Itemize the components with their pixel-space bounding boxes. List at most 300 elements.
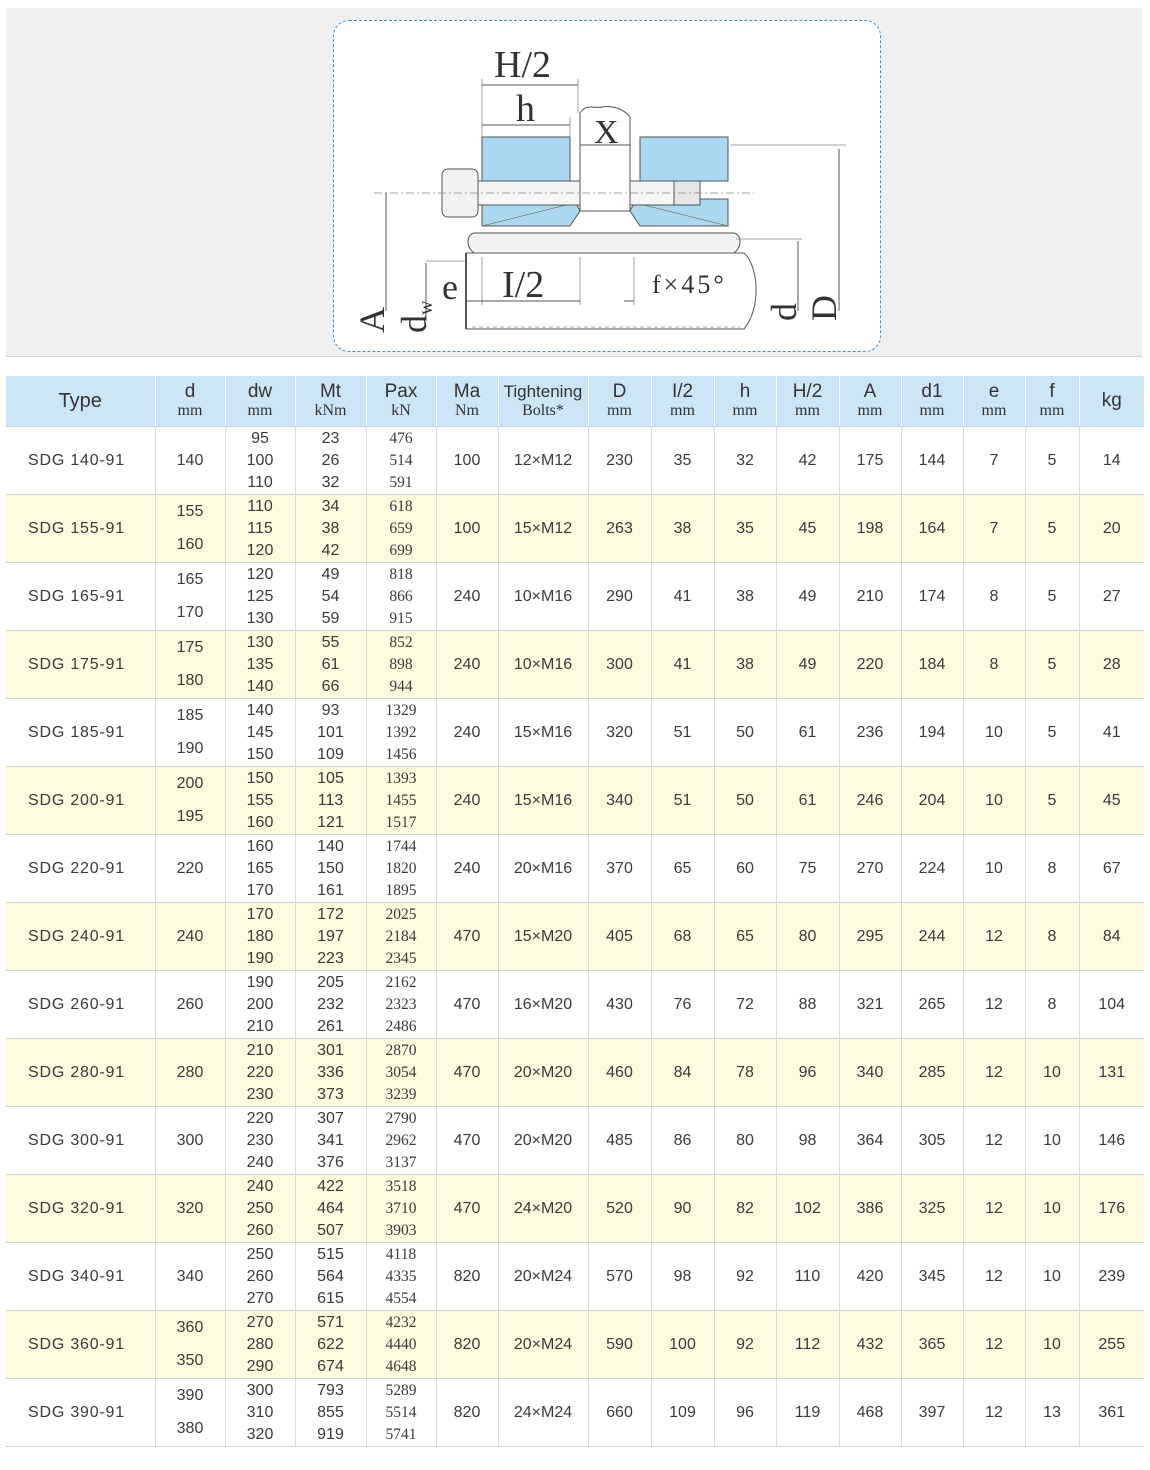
f-cell-value: 8 (1047, 927, 1057, 945)
bolts-cell-value: 15×M12 (513, 519, 573, 537)
D-cell (588, 495, 651, 563)
column-header-6 (498, 376, 588, 427)
mt-cell (295, 903, 366, 971)
type-cell (6, 767, 155, 835)
type-cell (6, 835, 155, 903)
bolts-cell-value: 20×M20 (513, 1063, 573, 1081)
column-header-name: Mt (319, 381, 342, 402)
pax-cell-value: 4335 (385, 1267, 417, 1285)
table-row (6, 835, 1144, 903)
e-cell-value: 12 (985, 927, 1003, 945)
type-cell (6, 903, 155, 971)
mt-cell (295, 427, 366, 495)
bolts-cell (498, 1379, 588, 1447)
mt-cell-value: 422 (317, 1177, 344, 1195)
H2-cell (776, 1175, 839, 1243)
I2-cell (651, 767, 714, 835)
table-row (6, 1379, 1144, 1447)
h-cell (714, 1039, 776, 1107)
h-cell (714, 835, 776, 903)
kg-cell-value: 41 (1102, 723, 1121, 741)
mt-cell-value: 515 (317, 1245, 344, 1263)
bolts-cell-value: 20×M20 (513, 1131, 573, 1149)
pax-cell-value: 1392 (385, 723, 417, 741)
d1-cell (901, 1379, 963, 1447)
dw-cell-value: 140 (246, 701, 274, 719)
mt-cell-value: 54 (321, 587, 340, 605)
mt-cell-value: 464 (317, 1199, 344, 1217)
h-cell-value: 82 (736, 1199, 754, 1217)
h-cell (714, 1311, 776, 1379)
ma-cell-value: 240 (453, 723, 481, 741)
pax-cell-value: 4554 (385, 1289, 417, 1307)
H2-cell (776, 699, 839, 767)
kg-cell-value: 239 (1098, 1267, 1126, 1285)
e-cell (963, 767, 1025, 835)
dw-cell (225, 495, 295, 563)
dw-cell-value: 210 (246, 1017, 274, 1035)
specification-table (6, 376, 1144, 1447)
H2-cell-value: 112 (794, 1335, 821, 1353)
column-header-12 (901, 376, 963, 427)
bolts-cell (498, 767, 588, 835)
dw-cell-value: 310 (246, 1403, 274, 1421)
e-cell (963, 1379, 1025, 1447)
H2-cell (776, 767, 839, 835)
bolts-cell (498, 1311, 588, 1379)
D-cell (588, 563, 651, 631)
D-cell-value: 485 (606, 1131, 633, 1149)
H2-cell-value: 98 (798, 1131, 817, 1149)
ma-cell (436, 427, 498, 495)
kg-cell-value: 361 (1098, 1403, 1126, 1421)
d-cell (155, 1107, 225, 1175)
mt-cell-value: 564 (317, 1267, 344, 1285)
ma-cell-value: 470 (453, 1199, 481, 1217)
h-cell (714, 1107, 776, 1175)
I2-cell (651, 495, 714, 563)
e-cell-value: 12 (985, 1199, 1003, 1217)
type-cell-value: SDG 390-91 (28, 1403, 125, 1421)
column-header-name: dw (247, 381, 273, 402)
bolts-cell (498, 427, 588, 495)
pax-cell-value: 3710 (385, 1199, 417, 1217)
H2-cell (776, 631, 839, 699)
type-cell-value: SDG 155-91 (28, 519, 125, 537)
h-cell (714, 1175, 776, 1243)
ma-cell-value: 470 (453, 1063, 481, 1081)
mt-cell-value: 793 (317, 1381, 344, 1399)
mt-cell-value: 101 (317, 723, 344, 741)
column-header-name: Pax (384, 381, 418, 402)
pax-cell-value: 1517 (385, 813, 417, 831)
bolts-cell (498, 1243, 588, 1311)
d-cell (155, 767, 225, 835)
H2-cell-value: 110 (794, 1267, 821, 1285)
D-cell (588, 1243, 651, 1311)
H2-cell (776, 903, 839, 971)
pax-cell-value: 618 (389, 497, 413, 515)
column-header-name: D (612, 381, 627, 402)
type-cell (6, 1379, 155, 1447)
I2-cell-value: 41 (673, 655, 692, 673)
type-cell-value: SDG 220-91 (28, 859, 125, 877)
outer-ring-right (640, 137, 728, 181)
I2-cell-value: 51 (673, 723, 692, 741)
kg-cell (1079, 631, 1144, 699)
I2-cell-value: 51 (673, 791, 692, 809)
pax-cell (366, 1311, 436, 1379)
dw-cell-value: 230 (246, 1085, 274, 1103)
dw-cell-value: 120 (246, 565, 274, 583)
A-cell (839, 1107, 901, 1175)
ma-cell-value: 100 (453, 519, 481, 537)
ma-cell-value: 240 (453, 859, 481, 877)
e-cell-value: 7 (989, 519, 999, 537)
column-header-unit: mm (1039, 402, 1065, 419)
column-header-3 (295, 376, 366, 427)
type-cell-value: SDG 185-91 (28, 723, 125, 741)
column-header-14 (1025, 376, 1079, 427)
kg-cell (1079, 971, 1144, 1039)
A-cell (839, 1039, 901, 1107)
table-row (6, 427, 1144, 495)
table-row (6, 563, 1144, 631)
mt-cell-value: 261 (317, 1017, 344, 1035)
mt-cell (295, 495, 366, 563)
pax-cell (366, 1039, 436, 1107)
kg-cell (1079, 835, 1144, 903)
H2-cell (776, 1379, 839, 1447)
d1-cell (901, 699, 963, 767)
dw-cell-value: 170 (246, 881, 274, 899)
kg-cell-value: 45 (1102, 791, 1121, 809)
d-cell-value: 240 (176, 927, 204, 945)
e-cell-value: 12 (985, 1403, 1003, 1421)
dw-cell (225, 1311, 295, 1379)
kg-cell-value: 84 (1102, 927, 1121, 945)
pax-cell-value: 1820 (385, 859, 417, 877)
dw-cell-value: 190 (246, 949, 274, 967)
H2-cell (776, 427, 839, 495)
A-cell-value: 340 (856, 1063, 884, 1081)
f-cell (1025, 563, 1079, 631)
A-cell-value: 295 (856, 927, 884, 945)
pax-cell-value: 4648 (385, 1357, 417, 1375)
bolts-cell (498, 1039, 588, 1107)
f-cell-value: 5 (1047, 519, 1057, 537)
kg-cell-value: 146 (1098, 1131, 1126, 1149)
I2-cell-value: 84 (673, 1063, 692, 1081)
kg-cell (1079, 1175, 1144, 1243)
d1-cell-value: 305 (918, 1131, 946, 1149)
technical-drawing-frame (333, 20, 881, 352)
h-cell-value: 92 (736, 1267, 754, 1285)
mt-cell-value: 919 (317, 1425, 344, 1443)
d1-cell-value: 365 (918, 1335, 946, 1353)
h-cell-value: 96 (736, 1403, 754, 1421)
column-header-name: h (739, 381, 751, 402)
d-cell (155, 1379, 225, 1447)
A-cell-value: 468 (856, 1403, 884, 1421)
H2-cell (776, 1039, 839, 1107)
f-cell (1025, 971, 1079, 1039)
dim-label-X: X (594, 114, 619, 151)
table-row (6, 1175, 1144, 1243)
dw-cell-value: 100 (246, 451, 274, 469)
pax-cell (366, 631, 436, 699)
h-cell-value: 72 (736, 995, 754, 1013)
h-cell-value: 50 (736, 723, 754, 741)
pax-cell-value: 2962 (385, 1131, 417, 1149)
dw-cell-value: 320 (246, 1425, 274, 1443)
d-cell (155, 1039, 225, 1107)
f-cell-value: 8 (1047, 859, 1057, 877)
d1-cell (901, 1243, 963, 1311)
A-cell-value: 175 (856, 451, 884, 469)
A-cell-value: 210 (856, 587, 884, 605)
d1-cell-value: 345 (918, 1267, 946, 1285)
A-cell (839, 699, 901, 767)
d-cell (155, 1175, 225, 1243)
d-cell-value: 170 (176, 604, 204, 621)
bolts-cell (498, 563, 588, 631)
A-cell (839, 427, 901, 495)
d1-cell-value: 174 (918, 587, 946, 605)
dw-cell (225, 767, 295, 835)
dim-label-I2: I/2 (502, 264, 545, 306)
H2-cell-value: 75 (798, 859, 817, 877)
A-cell (839, 495, 901, 563)
d-cell-value: 340 (176, 1267, 204, 1285)
d1-cell (901, 1107, 963, 1175)
column-header-8 (651, 376, 714, 427)
D-cell-value: 340 (606, 791, 633, 809)
A-cell-value: 386 (856, 1199, 884, 1217)
column-header-name: Ma (453, 381, 481, 402)
e-cell-value: 12 (985, 995, 1003, 1013)
dw-cell (225, 971, 295, 1039)
d-cell-value: 300 (176, 1131, 204, 1149)
I2-cell (651, 699, 714, 767)
A-cell-value: 220 (856, 655, 884, 673)
dw-cell-value: 230 (246, 1131, 274, 1149)
H2-cell (776, 971, 839, 1039)
h-cell (714, 1243, 776, 1311)
bolts-cell-value: 10×M16 (513, 655, 573, 673)
table-row (6, 767, 1144, 835)
column-header-name: H/2 (792, 381, 823, 402)
pax-cell-value: 852 (389, 633, 413, 651)
bolts-cell-value: 24×M24 (513, 1403, 573, 1421)
bolts-cell (498, 631, 588, 699)
ma-cell (436, 903, 498, 971)
A-cell (839, 1311, 901, 1379)
column-header-13 (963, 376, 1025, 427)
kg-cell-value: 176 (1098, 1199, 1126, 1217)
f-cell-value: 13 (1043, 1403, 1061, 1421)
H2-cell-value: 61 (798, 723, 817, 741)
D-cell-value: 370 (606, 859, 633, 877)
pax-cell (366, 903, 436, 971)
table-row (6, 699, 1144, 767)
pax-cell (366, 563, 436, 631)
mt-cell-value: 93 (321, 701, 340, 719)
outer-ring-left (482, 137, 570, 181)
h-cell-value: 78 (736, 1063, 754, 1081)
pax-cell (366, 1175, 436, 1243)
h-cell (714, 563, 776, 631)
d-cell (155, 835, 225, 903)
e-cell (963, 971, 1025, 1039)
D-cell (588, 631, 651, 699)
e-cell-value: 12 (985, 1335, 1003, 1353)
kg-cell-value: 28 (1102, 655, 1121, 673)
dw-cell-value: 140 (246, 677, 274, 695)
bolts-cell (498, 903, 588, 971)
pax-cell-value: 2184 (385, 927, 417, 945)
bolts-cell-value: 10×M16 (513, 587, 573, 605)
d1-cell (901, 427, 963, 495)
mt-cell-value: 26 (321, 451, 340, 469)
column-header-10 (776, 376, 839, 427)
pax-cell-value: 2162 (385, 973, 417, 991)
table-row (6, 631, 1144, 699)
d-cell-value: 260 (176, 995, 204, 1013)
mt-cell-value: 615 (317, 1289, 344, 1307)
ma-cell (436, 767, 498, 835)
f-cell-value: 5 (1047, 655, 1057, 673)
I2-cell (651, 1243, 714, 1311)
mt-cell-value: 161 (317, 881, 344, 899)
type-cell (6, 495, 155, 563)
mt-cell-value: 66 (321, 677, 340, 695)
mt-cell-value: 232 (317, 995, 344, 1013)
D-cell (588, 1175, 651, 1243)
A-cell (839, 971, 901, 1039)
h-cell (714, 767, 776, 835)
D-cell (588, 903, 651, 971)
d1-cell (901, 903, 963, 971)
d1-cell-value: 325 (918, 1199, 946, 1217)
mt-cell (295, 1243, 366, 1311)
bolts-cell-value: 20×M16 (513, 859, 573, 877)
d-cell-value: 350 (176, 1352, 204, 1369)
H2-cell-value: 45 (798, 519, 817, 537)
D-cell-value: 300 (606, 655, 633, 673)
ma-cell-value: 470 (453, 927, 481, 945)
pax-cell-value: 3518 (385, 1177, 417, 1195)
D-cell (588, 1379, 651, 1447)
pax-cell-value: 1744 (385, 837, 417, 855)
dw-cell-value: 170 (246, 905, 274, 923)
d-cell-value: 220 (176, 859, 204, 877)
D-cell (588, 699, 651, 767)
dw-cell-value: 135 (246, 655, 274, 673)
A-cell (839, 563, 901, 631)
I2-cell (651, 631, 714, 699)
bolts-cell-value: 15×M20 (513, 927, 573, 945)
f-cell-value: 10 (1043, 1131, 1061, 1149)
h-cell (714, 631, 776, 699)
dw-cell (225, 1107, 295, 1175)
d1-cell (901, 1311, 963, 1379)
d1-cell-value: 224 (918, 859, 946, 877)
table-row (6, 1039, 1144, 1107)
dw-cell-value: 120 (246, 541, 274, 559)
d1-cell-value: 164 (918, 519, 946, 537)
H2-cell (776, 1107, 839, 1175)
pax-cell-value: 2323 (385, 995, 417, 1013)
d1-cell-value: 184 (918, 655, 946, 673)
dw-cell-value: 150 (246, 745, 274, 763)
e-cell-value: 8 (989, 587, 999, 605)
pax-cell-value: 1455 (385, 791, 417, 809)
H2-cell-value: 102 (794, 1199, 821, 1217)
kg-cell (1079, 903, 1144, 971)
d-cell-value: 155 (176, 503, 204, 520)
bolts-cell-value: 20×M24 (513, 1335, 573, 1353)
dw-cell-value: 160 (246, 837, 274, 855)
pax-cell-value: 2025 (385, 905, 417, 923)
column-header-unit: mm (732, 402, 758, 419)
dw-cell-value: 260 (246, 1267, 274, 1285)
dw-cell (225, 835, 295, 903)
dw-cell-value: 190 (246, 973, 274, 991)
type-cell-value: SDG 280-91 (28, 1063, 125, 1081)
I2-cell (651, 1175, 714, 1243)
dim-label-h: h (516, 88, 535, 130)
I2-cell-value: 90 (673, 1199, 692, 1217)
bolts-cell-value: 24×M20 (513, 1199, 573, 1217)
pax-cell (366, 1379, 436, 1447)
H2-cell-value: 119 (794, 1403, 821, 1421)
column-header-unit: kNm (314, 402, 347, 419)
mt-cell-value: 150 (317, 859, 344, 877)
pax-cell-value: 1393 (385, 769, 417, 787)
D-cell-value: 590 (606, 1335, 633, 1353)
I2-cell-value: 65 (673, 859, 692, 877)
pax-cell (366, 835, 436, 903)
f-cell (1025, 903, 1079, 971)
type-cell-value: SDG 260-91 (28, 995, 125, 1013)
d-cell (155, 631, 225, 699)
pax-cell-value: 514 (389, 451, 413, 469)
bolts-cell (498, 1107, 588, 1175)
d-cell-value: 185 (176, 707, 204, 724)
column-header-15 (1079, 376, 1144, 427)
bolts-cell-value: 16×M20 (513, 995, 573, 1013)
mt-cell (295, 835, 366, 903)
pax-cell (366, 1107, 436, 1175)
f-cell-value: 10 (1043, 1063, 1061, 1081)
dw-cell-value: 250 (246, 1199, 274, 1217)
column-header-unit: mm (670, 402, 695, 419)
pax-cell-value: 4232 (385, 1313, 417, 1331)
mt-cell-value: 507 (317, 1221, 344, 1239)
dw-cell (225, 1379, 295, 1447)
column-header-unit: mm (607, 402, 632, 419)
shrink-disc-drawing (334, 21, 880, 351)
column-header-unit: Bolts* (522, 402, 564, 419)
type-cell (6, 699, 155, 767)
ma-cell-value: 100 (453, 451, 481, 469)
pax-cell-value: 1895 (385, 881, 417, 899)
D-cell-value: 230 (606, 451, 633, 469)
dim-label-e: e (442, 267, 458, 307)
A-cell-value: 236 (856, 723, 884, 741)
type-cell-value: SDG 320-91 (28, 1199, 125, 1217)
